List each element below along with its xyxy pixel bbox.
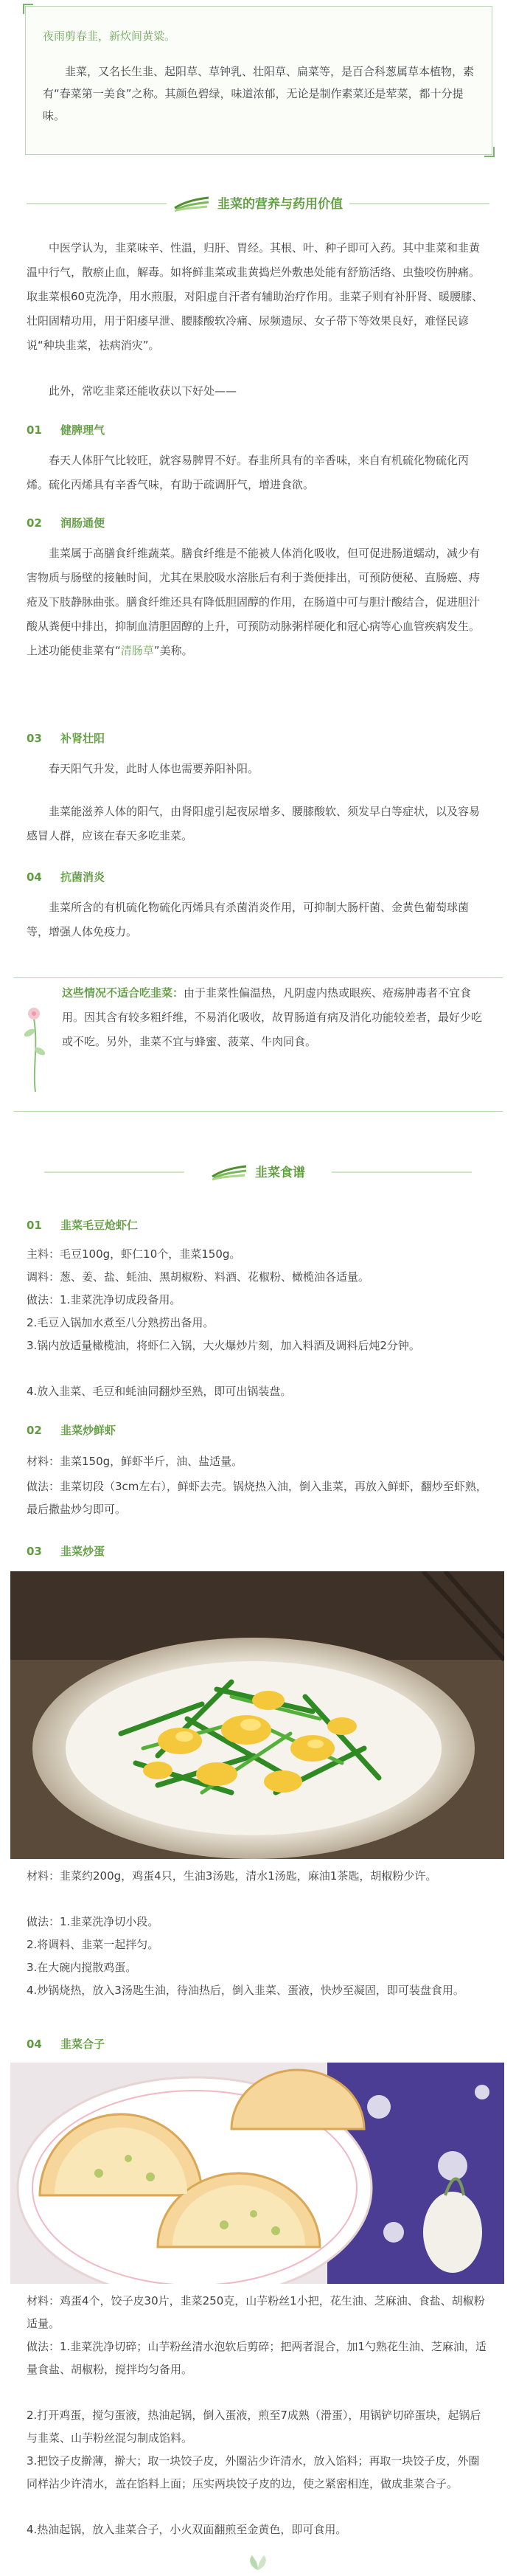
recipe-line: 4.热油起锅，放入韭菜合子，小火双面翻煎至金黄色，即可食用。	[27, 2523, 347, 2536]
recipe-line: 2.毛豆入锅加水煮至八分熟捞出备用。	[27, 1316, 215, 1329]
leek-icon	[211, 1165, 248, 1181]
recipe-heading-01	[27, 1217, 469, 1233]
recipe-line: 3.锅内放适量橄榄油，将虾仁入锅，大火爆炒片刻，加入料酒及调料后炖2分钟。	[27, 1339, 420, 1352]
subheading-01	[27, 422, 469, 437]
text-run: 韭菜属于高膳食纤维蔬菜。膳食纤维是不能被人体消化吸收，但可促进肠道蠕动，减少有害物质与肠壁的接触时间，尤其在果胶吸水溶胀后有利于粪便排出，可预防便秘、直肠癌、痔疮及下肢静脉曲张。膳食纤维还具有降低胆固醇的作用，在肠道中可与胆汁酸结合，促进胆汁酸从粪便中排出，抑制血清胆固醇的上升，可预防动脉粥样硬化和冠心病等心血管疾病发生。上述功能使韭菜有“	[27, 547, 481, 657]
warning-text	[62, 981, 485, 1054]
intro-text: 韭菜，又名长生韭、起阳草、草钟乳、壮阳草、扁菜等，是百合科葱属草本植物，素有“春菜第一美食”之称。其颜色碧绿，味道浓郁，无论是制作素菜还是荤菜，都十分提味。	[43, 65, 475, 122]
intro-heading: 夜雨剪春韭，新炊间黄粱。	[43, 30, 176, 43]
section-title-recipes	[0, 1162, 516, 1181]
recipe-number: 03	[27, 1545, 42, 1558]
recipe-line: 调料：葱、姜、盐、蚝油、黑胡椒粉、料酒、花椒粉、橄榄油各适量。	[27, 1270, 370, 1284]
subheading-number: 02	[27, 516, 42, 530]
recipe-line: 材料：韭菜约200g，鸡蛋4只，生油3汤匙，清水1汤匙，麻油1茶匙，胡椒粉少许。	[27, 1869, 437, 1883]
recipe-heading-03	[27, 1543, 469, 1559]
highlight-text: 清肠草	[120, 644, 154, 657]
recipe-number: 01	[27, 1219, 42, 1232]
footer-leaf-icon	[245, 2554, 271, 2572]
recipe-line: 2.打开鸡蛋，搅匀蛋液，热油起锅，倒入蛋液，煎至7成熟（滑蛋），用锅铲切碎蛋块，起锅后与韭菜、山芋粉丝混匀制成馅料。	[27, 2409, 481, 2445]
recipe-line: 2.将调料、韭菜一起拌匀。	[27, 1938, 159, 1951]
recipe-line: 4.炒锅烧热，放入3汤匙生油，待油热后，倒入韭菜、蛋液，快炒至凝固，即可装盘食用。	[27, 1984, 464, 1997]
subheading-02	[27, 515, 469, 530]
paragraph: 韭菜能滋养人体的阳气，由肾阳虚引起夜尿增多、腰膝酸软、须发早白等症状，以及容易感冒人群，应该在春天多吃韭菜。	[27, 805, 481, 842]
section-title-text: 韭菜食谱	[254, 1166, 305, 1180]
floral-decoration-icon	[13, 988, 57, 1099]
recipe-line: 4.放入韭菜、毛豆和蚝油同翻炒至熟，即可出锅装盘。	[27, 1385, 292, 1398]
recipe-line: 做法：韭菜切段（3cm左右），鲜虾去壳。锅烧热入油，倒入韭菜，再放入鲜虾，翻炒至虾熟，最后撒盐炒匀即可。	[27, 1480, 487, 1516]
subheading-number: 03	[27, 732, 42, 745]
paragraph: 春天人体肝气比较旺，就容易脾胃不好。春韭所具有的辛香味，来自有机硫化物硫化丙烯。硫化丙烯具有辛香气味，有助于疏调肝气，增进食欲。	[27, 454, 470, 491]
recipe-title: 韭菜炒蛋	[60, 1545, 105, 1558]
recipe-line: 3.把饺子皮擀薄，擀大；取一块饺子皮，外圈沾少许清水，放入馅料；再取一块饺子皮，外圈同样沾少许清水，盖在馅料上面；压实两块饺子皮的边，使之紧密相连，做成韭菜合子。	[27, 2454, 480, 2490]
recipe-heading-04	[27, 2036, 469, 2052]
recipe-line: 主料：毛豆100g，虾仁10个，韭菜150g。	[27, 1247, 241, 1261]
corner-decoration	[23, 4, 33, 14]
recipe-line: 材料：鸡蛋4个，饺子皮30片，韭菜250克，山芋粉丝1小把，花生油、芝麻油、食盐、胡椒粉适量。	[27, 2294, 485, 2330]
photo-leek-egg	[10, 1571, 504, 1859]
recipe-number: 04	[27, 2037, 42, 2051]
recipe-heading-02	[27, 1422, 469, 1438]
photo-image	[10, 2063, 504, 2284]
warning-bold: 这些情况不适合吃韭菜：	[62, 986, 184, 1000]
recipe-title: 韭菜炒鲜虾	[60, 1424, 116, 1437]
paragraph: 此外，常吃韭菜还能收获以下好处——	[49, 384, 237, 398]
recipe-line: 3.在大碗内搅散鸡蛋。	[27, 1961, 137, 1974]
leek-icon	[173, 196, 210, 212]
section-title-text: 韭菜的营养与药用价值	[217, 197, 343, 212]
recipe-line: 材料：韭菜150g，鲜虾半斤，油、盐适量。	[27, 1455, 243, 1468]
subheading-title: 抗菌消炎	[60, 870, 105, 884]
paragraph: 韭菜所含的有机硫化物硫化丙烯具有杀菌消炎作用，可抑制大肠杆菌、金黄色葡萄球菌等，增强人体免疫力。	[27, 901, 470, 938]
recipe-number: 02	[27, 1424, 42, 1437]
subheading-number: 01	[27, 423, 42, 437]
recipe-line: 做法：1.韭菜洗净切小段。	[27, 1915, 159, 1928]
corner-decoration	[484, 147, 495, 157]
subheading-title: 润肠通便	[60, 516, 105, 530]
paragraph: 春天阳气升发，此时人体也需要养阳补阳。	[49, 762, 259, 775]
paragraph: 中医学认为，韭菜味辛、性温，归肝、胃经。其根、叶、种子即可入药。其中韭菜和韭黄温中行气，散瘀止血，解毒。如将鲜韭菜或韭黄捣烂外敷患处能有舒筋活络、虫蛰咬伤肿痛。取韭菜根60克洗净，用水煎服，对阳虚自汗者有辅助治疗作用。韭菜子则有补肝肾、暖腰膝、壮阳固精功用，用于阳痿早泄、腰膝酸软冷痛、尿频遗尿、女子带下等效果良好，难怪民谚说“种块韭菜，祛病消灾”。	[27, 241, 484, 352]
recipe-line: 做法：1.韭菜洗净切碎；山芋粉丝清水泡软后剪碎；把两者混合，加1勺熟花生油、芝麻油，适量食盐、胡椒粉，搅拌均匀备用。	[27, 2340, 487, 2376]
subheading-title: 健脾理气	[60, 423, 105, 437]
text-run: ”美称。	[153, 644, 193, 657]
photo-leek-boxes	[10, 2063, 504, 2284]
subheading-number: 04	[27, 870, 42, 884]
paragraph	[27, 541, 489, 663]
recipe-line: 做法：1.韭菜洗净切成段备用。	[27, 1293, 181, 1306]
subheading-04	[27, 869, 469, 884]
warning-body: 由于韭菜性偏温热，凡阴虚内热或眼疾、疮疡肿毒者不宜食用。因其含有较多粗纤维，不易消化吸收，故胃肠道有病及消化功能较差者，最好少吃或不吃。另外，韭菜不宜与蜂蜜、菠菜、牛肉同食。	[62, 986, 483, 1048]
recipe-title: 韭菜合子	[60, 2037, 105, 2051]
section-title-nutrition	[0, 193, 516, 212]
subheading-title: 补肾壮阳	[60, 732, 105, 745]
subheading-03	[27, 730, 469, 746]
photo-image	[10, 1571, 504, 1859]
recipe-title: 韭菜毛豆炝虾仁	[60, 1219, 139, 1232]
